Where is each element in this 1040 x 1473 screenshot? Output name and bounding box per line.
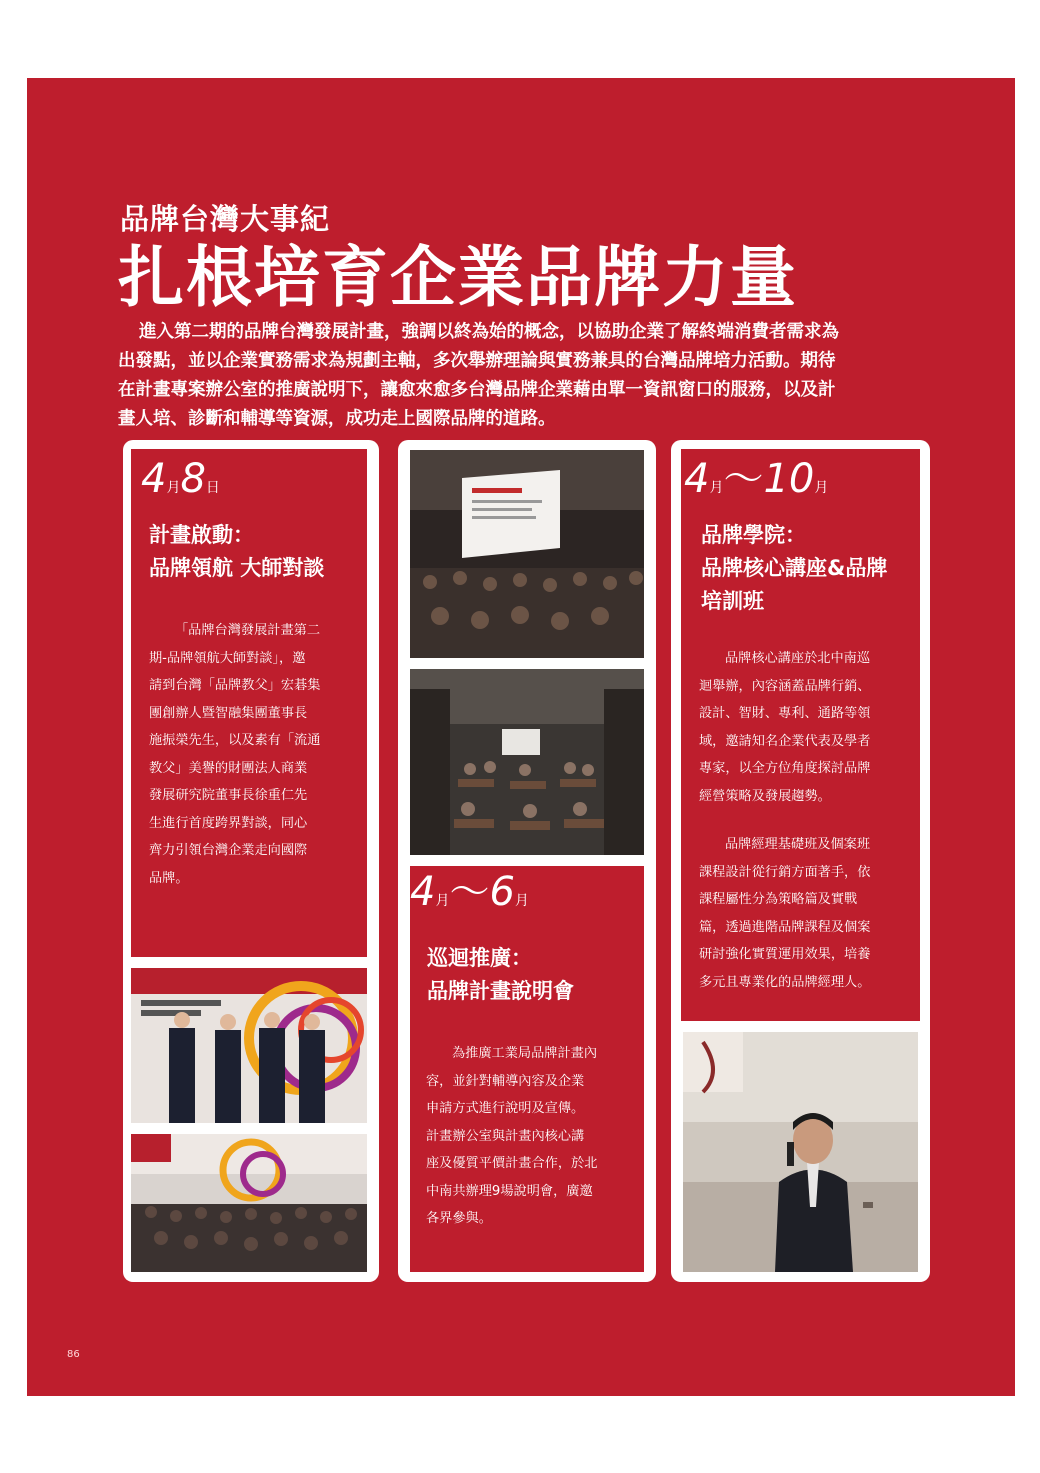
intro-paragraph	[118, 318, 938, 434]
event-column-kickoff	[123, 440, 379, 1282]
event-body-2: 品牌經理基礎班及個案班 課程設計從行銷方面著手，依 課程屬性分為策略篇及實戰 篇，透過進階品牌課程及個案 研討強化實質運用效果，培養 多元且專業化的品牌經理人。	[699, 837, 871, 990]
event-panel-academy	[681, 449, 920, 1021]
event-date: 4月～6月	[410, 869, 529, 915]
intro-line: 出發點，並以企業實務需求為規劃主軸，多次舉辦理論與實務兼具的台灣品牌培力活動。期待	[118, 351, 836, 371]
photo-kickoff-audience	[131, 1134, 367, 1272]
event-column-roadshow	[398, 440, 656, 1282]
event-column-academy	[671, 440, 930, 1282]
page-title: 扎根培育企業品牌力量	[118, 239, 798, 316]
intro-line: 畫人培、診斷和輔導等資源，成功走上國際品牌的道路。	[118, 409, 556, 429]
page-number: 86	[67, 1349, 80, 1360]
event-heading: 品牌學院： 品牌核心講座&品牌 培訓班	[701, 523, 888, 613]
event-panel-kickoff	[131, 449, 367, 957]
intro-line: 進入第二期的品牌台灣發展計畫，強調以終為始的概念，以協助企業了解終端消費者需求為	[139, 322, 839, 342]
photo-seminar-hall	[410, 450, 644, 658]
event-body: 「品牌台灣發展計畫第二 期-品牌領航大師對談」，邀 請到台灣「品牌教父」宏碁集 團創辦人暨智融集團董事長 施振榮先生，以及素有「流通 教父」美譽的財團法人商業 發展研究院董事長徐重仁先 生進行首度跨界對談，同心 齊力引領台灣企業走向國際 品牌。	[149, 623, 321, 886]
event-heading: 巡迴推廣： 品牌計畫說明會	[427, 946, 574, 1003]
event-heading: 計畫啟動： 品牌領航 大師對談	[149, 523, 325, 580]
event-panel-roadshow	[410, 866, 644, 1272]
intro-line: 在計畫專案辦公室的推廣說明下，讓愈來愈多台灣品牌企業藉由單一資訊窗口的服務，以及計	[118, 380, 836, 400]
event-date: 4月8日	[141, 456, 220, 502]
photo-lecturer-speaking	[683, 1032, 918, 1272]
photo-speakers-on-stage	[131, 968, 367, 1123]
event-body: 品牌核心講座於北中南巡 迴舉辦，內容涵蓋品牌行銷、 設計、智財、專利、通路等領 域，邀請知名企業代表及學者 專家，以全方位角度探討品牌 經營策略及發展趨勢。	[699, 651, 871, 804]
event-date: 4月～10月	[684, 456, 829, 502]
photo-lecture-room	[410, 669, 644, 855]
event-body: 為推廣工業局品牌計畫內 容，並針對輔導內容及企業 申請方式進行說明及宣傳。 計畫辦公室與計畫內核心講 座及優質平價計畫合作，於北 中南共辦理9場說明會，廣邀 各界參與。	[426, 1046, 598, 1226]
section-subtitle: 品牌台灣大事紀	[120, 202, 331, 236]
